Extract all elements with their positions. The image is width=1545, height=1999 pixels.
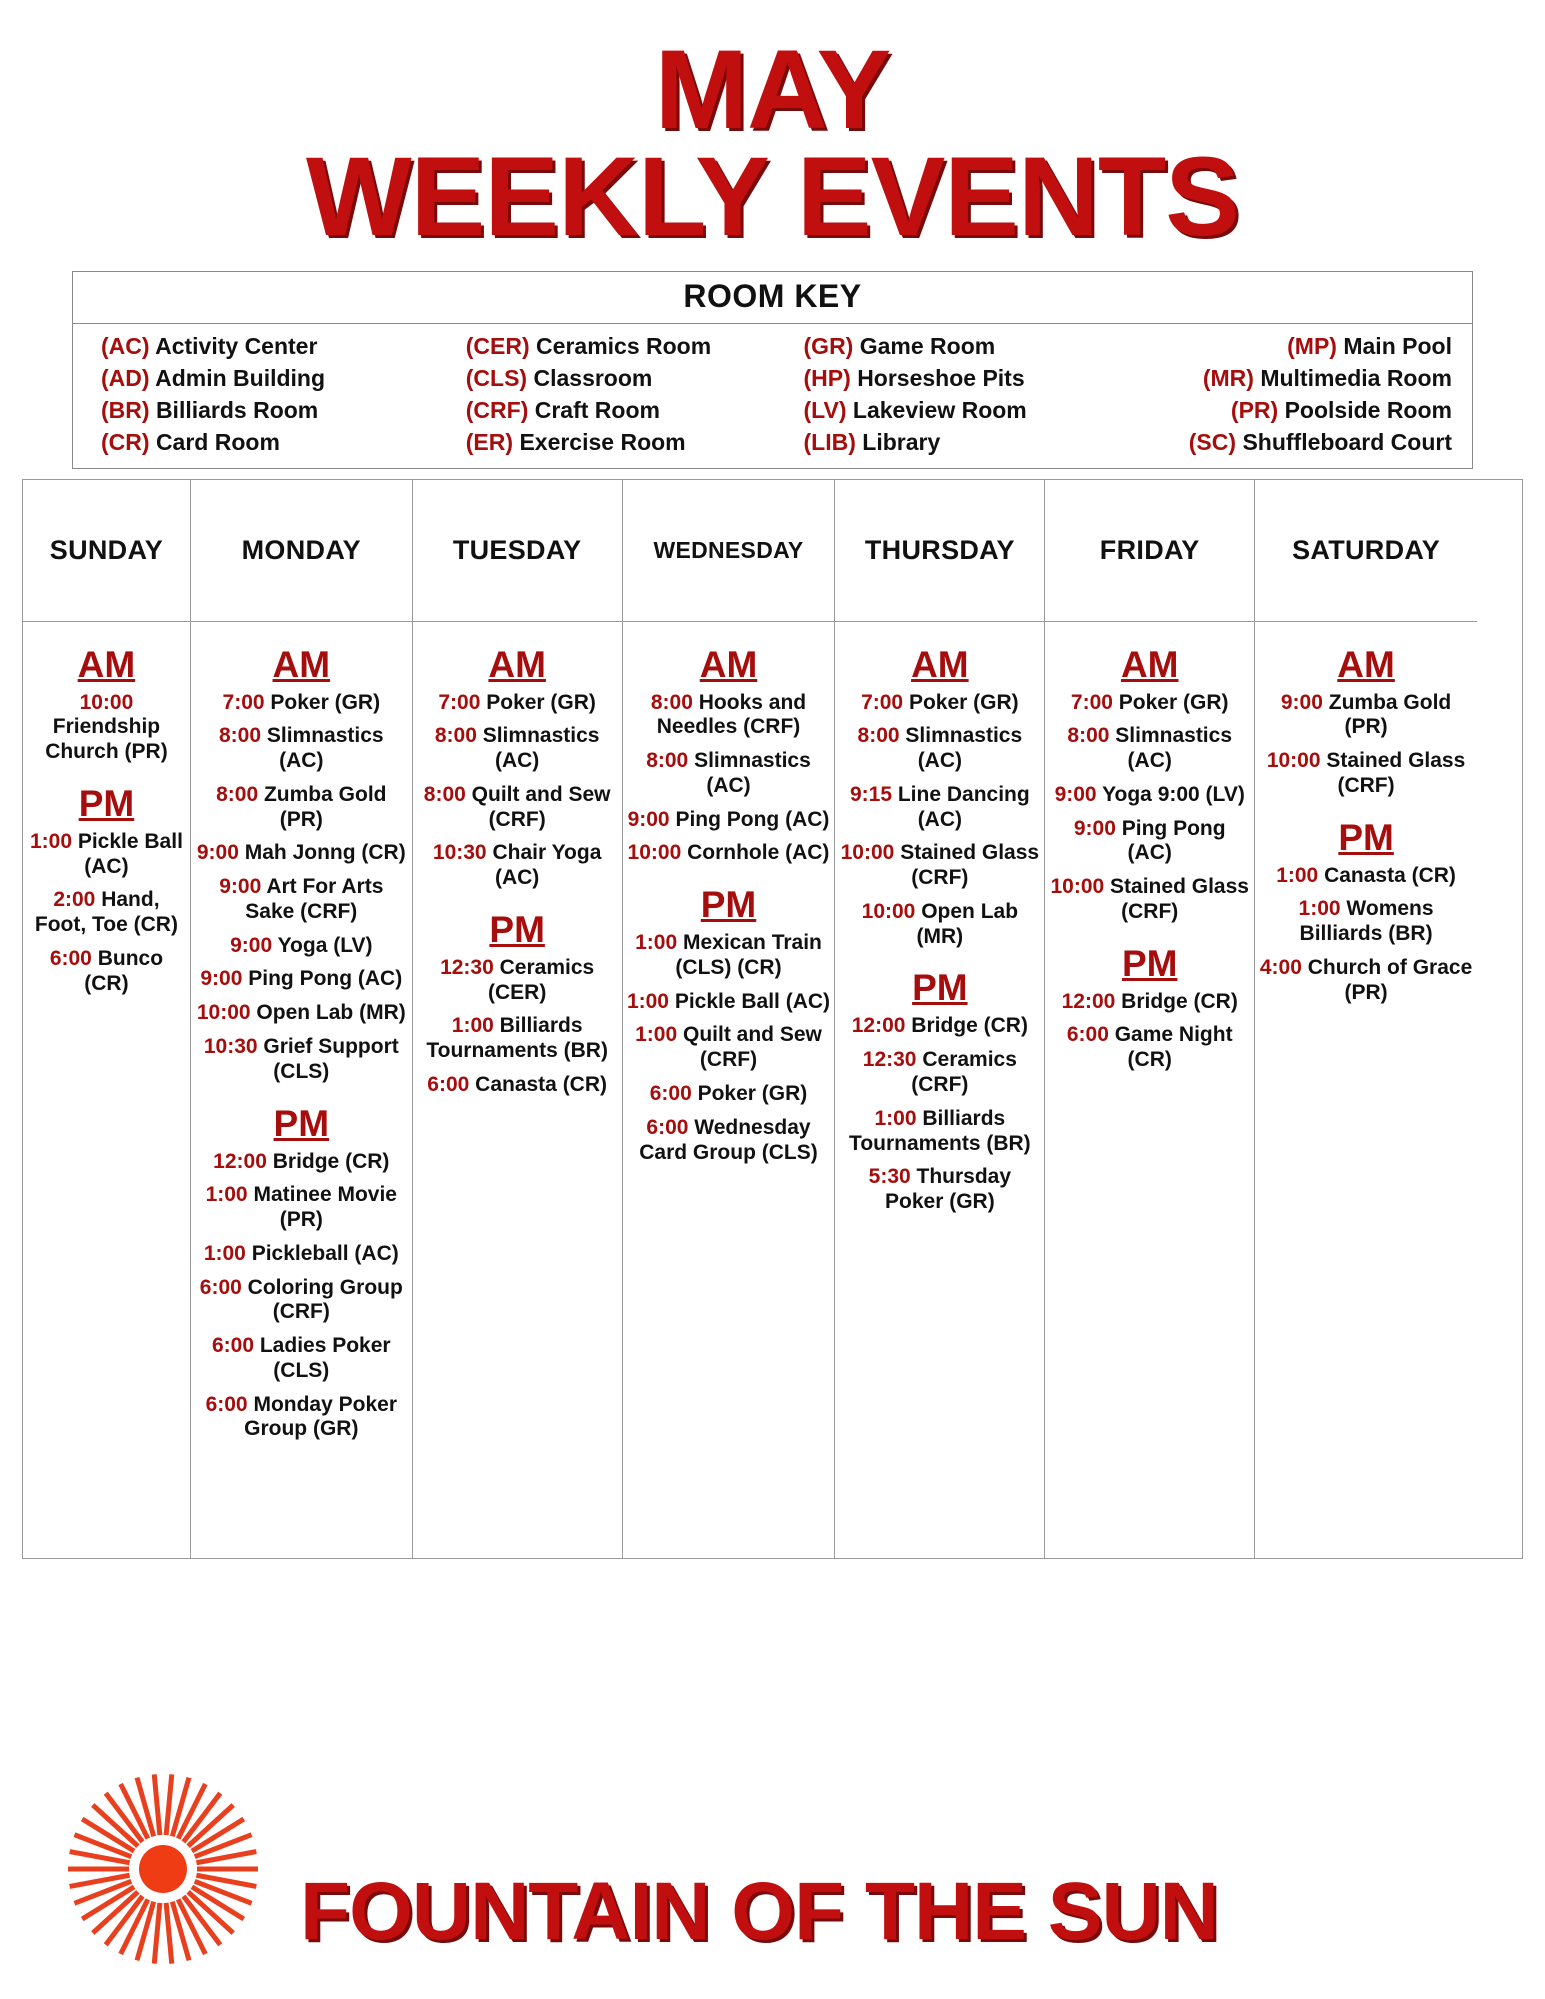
event-text: Pickleball (AC) xyxy=(251,1241,399,1265)
event-time: 1:00 xyxy=(451,1014,494,1038)
page-title xyxy=(0,0,1545,260)
day-column-wednesday xyxy=(623,480,836,1558)
room-key-code: (CER) xyxy=(465,333,530,360)
event-time: 1:00 xyxy=(205,1183,248,1207)
event-time: 7:00 xyxy=(1070,690,1113,714)
event-time: 1:00 xyxy=(874,1106,917,1130)
room-key-name: Main Pool xyxy=(1343,333,1452,360)
room-key-code: (ER) xyxy=(465,428,514,455)
pm-label: PM xyxy=(1121,942,1178,984)
event-item xyxy=(195,1183,408,1233)
event-text: Poker (GR) xyxy=(486,690,596,714)
event-text: Ladies Poker (CLS) xyxy=(259,1334,391,1382)
event-text: Zumba Gold (PR) xyxy=(263,782,387,831)
event-item xyxy=(627,990,831,1015)
day-header-tuesday: TUESDAY xyxy=(413,480,622,622)
room-key-column-2 xyxy=(466,332,804,458)
room-key-body xyxy=(73,324,1472,468)
event-time: 9:00 xyxy=(200,967,243,991)
event-text: Line Dancing (AC) xyxy=(897,782,1030,831)
event-time: 2:00 xyxy=(53,888,96,912)
event-text: Ping Pong (AC) xyxy=(248,967,403,991)
event-item xyxy=(195,967,408,992)
event-text: Yoga 9:00 (LV) xyxy=(1102,782,1245,806)
event-item xyxy=(1049,724,1250,774)
day-header-monday: MONDAY xyxy=(191,480,412,622)
footer xyxy=(0,1789,1545,1999)
event-text: Open Lab (MR) xyxy=(256,1001,406,1025)
event-item xyxy=(417,1014,618,1064)
event-text: Grief Support (CLS) xyxy=(263,1035,399,1083)
room-key-code: (HP) xyxy=(803,364,851,391)
event-time: 6:00 xyxy=(646,1115,689,1139)
room-key-item xyxy=(804,428,1128,458)
am-label: AM xyxy=(77,643,136,685)
am-label: AM xyxy=(911,643,969,685)
event-text: Matinee Movie (PR) xyxy=(253,1183,397,1232)
event-item xyxy=(417,783,618,833)
sun-center xyxy=(139,1845,187,1893)
event-item xyxy=(195,841,408,866)
event-time: 10:30 xyxy=(203,1035,258,1059)
event-item xyxy=(627,841,831,866)
room-key-code: (AC) xyxy=(101,333,150,360)
room-key-column-4 xyxy=(1128,332,1462,458)
am-label: AM xyxy=(272,643,331,685)
am-label: AM xyxy=(1120,643,1179,685)
weekly-calendar xyxy=(22,479,1523,1559)
day-header-thursday: THURSDAY xyxy=(835,480,1044,622)
pm-label: PM xyxy=(700,884,757,926)
event-text: Canasta (CR) xyxy=(475,1073,608,1097)
event-time: 10:00 xyxy=(627,841,682,865)
event-item xyxy=(195,1242,408,1267)
event-time: 6:00 xyxy=(49,946,92,970)
event-item xyxy=(839,783,1040,833)
room-key-name: Poolside Room xyxy=(1284,396,1452,423)
event-item xyxy=(27,830,186,880)
event-text: Game Night (CR) xyxy=(1114,1023,1233,1072)
room-key-column-1 xyxy=(83,332,466,458)
room-key-name: Game Room xyxy=(859,333,996,360)
event-time: 6:00 xyxy=(199,1275,242,1299)
room-key-item xyxy=(1189,428,1452,458)
sunburst-logo-icon xyxy=(48,1769,278,1969)
event-time: 8:00 xyxy=(857,724,900,748)
room-key-item xyxy=(466,364,804,394)
event-time: 10:00 xyxy=(79,690,134,714)
event-text: Quilt and Sew (CRF) xyxy=(471,782,611,831)
room-key-panel xyxy=(72,271,1473,469)
room-key-name: Lakeview Room xyxy=(852,396,1027,423)
room-key-name: Billiards Room xyxy=(155,396,319,423)
room-key-code: (GR) xyxy=(803,333,854,360)
event-text: Church of Grace (PR) xyxy=(1307,955,1473,1004)
event-item xyxy=(839,1048,1040,1098)
event-text: Thursday Poker (GR) xyxy=(885,1165,1012,1214)
event-text: Poker (GR) xyxy=(270,690,381,714)
event-item xyxy=(1049,691,1250,716)
am-label: AM xyxy=(699,643,758,685)
event-text: Mexican Train (CLS) (CR) xyxy=(675,931,822,979)
event-time: 8:00 xyxy=(434,724,477,748)
event-item xyxy=(27,947,186,997)
event-text: Poker (GR) xyxy=(697,1082,808,1106)
event-time: 8:00 xyxy=(646,749,689,773)
event-time: 10:00 xyxy=(196,1001,251,1025)
event-time: 1:00 xyxy=(635,1023,678,1047)
event-text: Stained Glass (CRF) xyxy=(900,841,1040,890)
event-item xyxy=(839,724,1040,774)
event-time: 10:00 xyxy=(840,841,895,865)
event-time: 8:00 xyxy=(650,690,693,714)
pm-label: PM xyxy=(912,967,968,1009)
event-time: 8:00 xyxy=(218,724,262,748)
room-key-code: (LIB) xyxy=(803,428,856,455)
event-time: 1:00 xyxy=(1276,863,1319,887)
event-time: 7:00 xyxy=(222,690,265,714)
event-text: Coloring Group (CRF) xyxy=(247,1275,403,1324)
room-key-code: (BR) xyxy=(101,396,150,423)
room-key-item xyxy=(101,332,466,362)
event-item xyxy=(27,691,186,765)
event-time: 9:00 xyxy=(230,933,273,957)
room-key-item xyxy=(466,332,804,362)
event-text: Billiards Tournaments (BR) xyxy=(426,1014,608,1063)
event-time: 9:00 xyxy=(219,875,262,899)
event-text: Monday Poker Group (GR) xyxy=(244,1392,397,1441)
event-text: Slimnastics (AC) xyxy=(1115,724,1233,773)
event-item xyxy=(627,1082,831,1107)
event-text: Pickle Ball (AC) xyxy=(77,829,183,878)
event-time: 1:00 xyxy=(635,931,678,955)
event-item xyxy=(839,691,1040,716)
event-item xyxy=(627,931,831,981)
event-item xyxy=(627,808,831,833)
event-text: Ping Pong (AC) xyxy=(1121,816,1226,865)
room-key-name: Shuffleboard Court xyxy=(1242,428,1452,455)
day-body-thursday xyxy=(835,622,1044,1230)
event-time: 6:00 xyxy=(1066,1023,1109,1047)
day-column-saturday xyxy=(1255,480,1477,1558)
event-item xyxy=(1049,990,1250,1015)
event-text: Ceramics (CER) xyxy=(487,955,595,1004)
event-item xyxy=(839,900,1040,950)
event-item xyxy=(627,1023,831,1073)
event-text: Wednesday Card Group (CLS) xyxy=(639,1115,818,1164)
event-time: 7:00 xyxy=(438,690,481,714)
event-text: Pickle Ball (AC) xyxy=(674,989,831,1013)
event-text: Hooks and Needles (CRF) xyxy=(656,690,807,739)
event-time: 9:00 xyxy=(1054,782,1097,806)
pm-label: PM xyxy=(273,1102,330,1144)
event-text: Cornhole (AC) xyxy=(687,841,830,865)
event-text: Open Lab (MR) xyxy=(916,899,1019,948)
day-header-wednesday: WEDNESDAY xyxy=(623,480,835,622)
event-text: Slimnastics (AC) xyxy=(266,724,384,773)
event-item xyxy=(195,1393,408,1443)
event-item xyxy=(1259,897,1473,947)
event-time: 6:00 xyxy=(205,1392,248,1416)
event-item xyxy=(417,724,618,774)
event-time: 4:00 xyxy=(1259,955,1302,979)
event-item xyxy=(839,1107,1040,1157)
event-time: 9:15 xyxy=(849,782,893,806)
event-time: 6:00 xyxy=(427,1073,470,1097)
room-key-name: Craft Room xyxy=(534,396,660,423)
room-key-name: Multimedia Room xyxy=(1260,364,1452,391)
room-key-code: (CRF) xyxy=(465,396,529,423)
event-item xyxy=(1259,749,1473,799)
event-text: Womens Billiards (BR) xyxy=(1299,897,1434,946)
event-text: Yoga (LV) xyxy=(277,933,373,957)
title-month: MAY xyxy=(654,27,891,152)
event-text: Slimnastics (AC) xyxy=(694,749,811,797)
event-item xyxy=(195,724,408,774)
event-text: Stained Glass (CRF) xyxy=(1110,875,1249,923)
room-key-code: (CR) xyxy=(101,428,150,455)
event-time: 5:30 xyxy=(868,1165,911,1189)
room-key-code: (MR) xyxy=(1202,364,1254,391)
event-item xyxy=(1259,691,1473,741)
room-key-code: (PR) xyxy=(1230,396,1279,423)
day-body-tuesday xyxy=(413,622,622,1113)
room-key-code: (SC) xyxy=(1188,428,1237,455)
room-key-name: Admin Building xyxy=(155,364,326,391)
event-time: 1:00 xyxy=(626,989,669,1013)
event-text: Art For Arts Sake (CRF) xyxy=(245,875,384,923)
room-key-item xyxy=(804,396,1128,426)
room-key-name: Activity Center xyxy=(155,333,318,360)
event-item xyxy=(417,1073,618,1098)
event-item xyxy=(195,934,408,959)
event-text: Ceramics (CRF) xyxy=(911,1048,1017,1097)
event-text: Ping Pong (AC) xyxy=(675,807,830,831)
event-text: Hand, Foot, Toe (CR) xyxy=(34,888,178,937)
event-text: Chair Yoga (AC) xyxy=(492,841,602,890)
event-item xyxy=(195,1035,408,1085)
event-item xyxy=(1049,1023,1250,1073)
room-key-name: Library xyxy=(862,428,941,455)
room-key-item xyxy=(1287,332,1452,362)
event-time: 12:30 xyxy=(862,1048,917,1072)
event-text: Billiards Tournaments (BR) xyxy=(849,1106,1031,1155)
day-column-sunday xyxy=(23,480,191,1558)
room-key-name: Horseshoe Pits xyxy=(857,364,1025,391)
pm-label: PM xyxy=(1338,816,1394,858)
event-time: 7:00 xyxy=(861,690,904,714)
room-key-heading: ROOM KEY xyxy=(73,272,1472,324)
event-item xyxy=(195,1150,408,1175)
event-text: Slimnastics (AC) xyxy=(482,724,600,773)
title-subtitle: WEEKLY EVENTS xyxy=(305,134,1240,260)
event-time: 12:00 xyxy=(1061,989,1116,1013)
event-time: 8:00 xyxy=(1067,724,1110,748)
event-item xyxy=(627,691,831,741)
event-time: 10:30 xyxy=(432,841,487,865)
day-body-monday xyxy=(191,622,412,1458)
room-key-item xyxy=(101,396,466,426)
event-item xyxy=(1259,956,1473,1006)
event-item xyxy=(839,841,1040,891)
event-text: Zumba Gold (PR) xyxy=(1328,690,1452,739)
event-time: 8:00 xyxy=(216,782,259,806)
room-key-code: (AD) xyxy=(101,364,150,391)
event-time: 12:00 xyxy=(851,1014,906,1038)
event-item xyxy=(417,841,618,891)
day-body-wednesday xyxy=(623,622,835,1181)
room-key-item xyxy=(1203,364,1452,394)
room-key-code: (CLS) xyxy=(465,364,528,391)
room-key-item xyxy=(466,428,804,458)
event-item xyxy=(1049,875,1250,925)
event-text: Quilt and Sew (CRF) xyxy=(683,1023,822,1072)
event-item xyxy=(627,1116,831,1166)
room-key-item xyxy=(101,428,466,458)
day-header-saturday: SATURDAY xyxy=(1255,480,1477,622)
event-item xyxy=(417,956,618,1006)
event-time: 12:00 xyxy=(213,1149,267,1173)
event-item xyxy=(195,1276,408,1326)
event-text: Bridge (CR) xyxy=(272,1149,390,1173)
room-key-name: Card Room xyxy=(155,428,280,455)
event-item xyxy=(1049,817,1250,867)
room-key-item xyxy=(1231,396,1452,426)
event-text: Friendship Church (PR) xyxy=(45,715,168,764)
event-text: Bridge (CR) xyxy=(1121,989,1238,1013)
event-item xyxy=(1049,783,1250,808)
event-time: 9:00 xyxy=(627,807,670,831)
event-time: 1:00 xyxy=(203,1241,246,1265)
event-time: 9:00 xyxy=(1280,690,1323,714)
event-text: Stained Glass (CRF) xyxy=(1326,749,1466,797)
room-key-name: Exercise Room xyxy=(519,428,686,455)
event-item xyxy=(195,1001,408,1026)
event-item xyxy=(195,1334,408,1384)
event-time: 1:00 xyxy=(1298,897,1341,921)
room-key-name: Classroom xyxy=(533,364,653,391)
event-time: 12:30 xyxy=(440,955,494,979)
room-key-column-3 xyxy=(804,332,1128,458)
room-key-code: (LV) xyxy=(803,396,847,423)
day-body-sunday xyxy=(23,622,190,1012)
day-body-friday xyxy=(1045,622,1254,1088)
event-text: Bridge (CR) xyxy=(911,1014,1028,1038)
room-key-item xyxy=(101,364,466,394)
community-name: FOUNTAIN OF THE SUN xyxy=(300,1866,1218,1957)
event-time: 6:00 xyxy=(211,1334,255,1358)
room-key-item xyxy=(466,396,804,426)
room-key-code: (MP) xyxy=(1287,333,1337,360)
pm-label: PM xyxy=(78,782,135,824)
event-time: 10:00 xyxy=(1050,875,1105,899)
day-body-saturday xyxy=(1255,622,1477,1021)
event-item xyxy=(1259,864,1473,889)
day-column-monday xyxy=(191,480,413,1558)
event-text: Poker (GR) xyxy=(1118,690,1229,714)
event-item xyxy=(195,691,408,716)
room-key-item xyxy=(804,364,1128,394)
event-item xyxy=(839,1165,1040,1215)
event-item xyxy=(195,783,408,833)
event-time: 10:00 xyxy=(861,899,916,923)
event-text: Canasta (CR) xyxy=(1324,863,1456,887)
event-item xyxy=(839,1014,1040,1039)
event-item xyxy=(627,749,831,799)
event-time: 8:00 xyxy=(423,782,466,806)
event-time: 6:00 xyxy=(649,1082,692,1106)
room-key-name: Ceramics Room xyxy=(536,333,712,360)
event-text: Slimnastics (AC) xyxy=(905,724,1023,773)
am-label: AM xyxy=(488,643,546,685)
day-column-friday xyxy=(1045,480,1255,1558)
day-column-thursday xyxy=(835,480,1045,1558)
day-column-tuesday xyxy=(413,480,623,1558)
pm-label: PM xyxy=(489,908,545,950)
event-text: Poker (GR) xyxy=(908,690,1019,714)
event-text: Mah Jonng (CR) xyxy=(244,841,406,865)
am-label: AM xyxy=(1337,643,1395,685)
event-item xyxy=(417,691,618,716)
day-header-sunday: SUNDAY xyxy=(23,480,190,622)
event-time: 9:00 xyxy=(196,841,239,865)
event-time: 1:00 xyxy=(29,829,72,853)
day-header-friday: FRIDAY xyxy=(1045,480,1254,622)
room-key-item xyxy=(804,332,1128,362)
event-item xyxy=(27,888,186,938)
event-item xyxy=(195,875,408,925)
event-text: Bunco (CR) xyxy=(84,946,164,995)
event-time: 9:00 xyxy=(1073,816,1116,840)
event-time: 10:00 xyxy=(1266,749,1321,773)
